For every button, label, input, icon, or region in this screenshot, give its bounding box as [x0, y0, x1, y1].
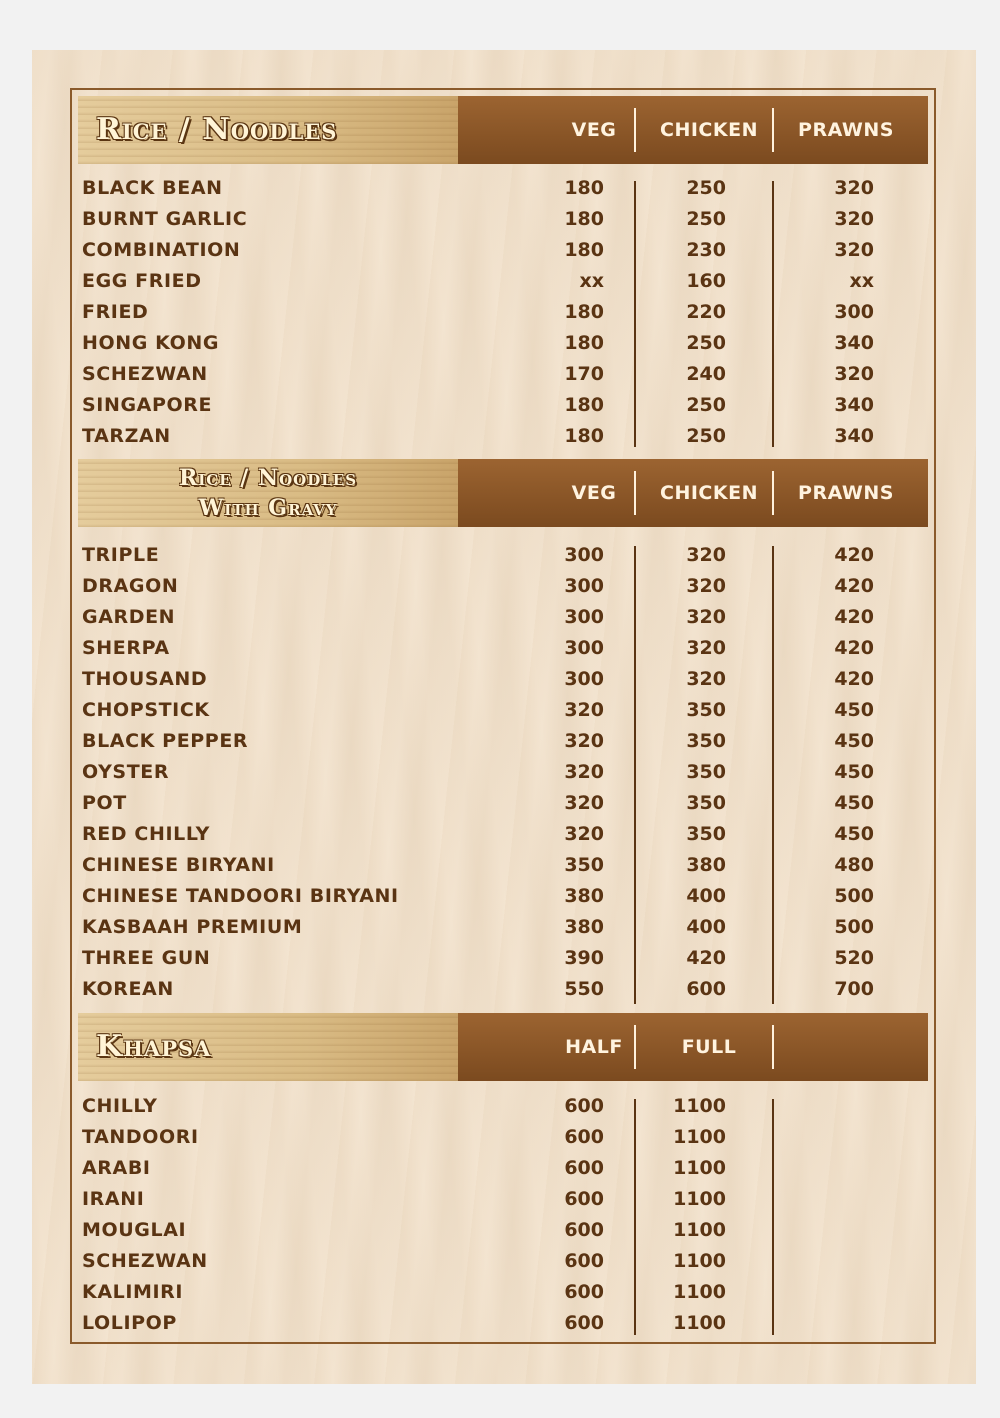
menu-item-row: [78, 297, 928, 328]
column-header-veg: VEG: [571, 119, 617, 141]
price-chicken: 350: [686, 792, 726, 814]
header-divider: [772, 108, 774, 152]
price-chicken: 320: [686, 544, 726, 566]
column-header-veg: VEG: [571, 482, 617, 504]
menu-item-row: [78, 726, 928, 757]
price-prawns: 320: [834, 177, 874, 199]
menu-item-row: [78, 173, 928, 204]
column-header-half: HALF: [565, 1036, 623, 1058]
price-half: 600: [564, 1188, 604, 1210]
menu-item-row: [78, 390, 928, 421]
item-name: GARDEN: [82, 606, 176, 628]
menu-item-row: [78, 1215, 928, 1246]
item-name: EGG FRIED: [82, 270, 202, 292]
item-list: [78, 540, 928, 1005]
price-chicken: 400: [686, 916, 726, 938]
price-full: 1100: [673, 1250, 726, 1272]
section-title: Khapsa: [96, 1029, 212, 1064]
price-veg: 550: [564, 978, 604, 1000]
price-chicken: 250: [686, 208, 726, 230]
header-divider: [634, 1025, 636, 1069]
price-half: 600: [564, 1250, 604, 1272]
price-veg: 180: [564, 208, 604, 230]
item-name: FRIED: [82, 301, 149, 323]
item-name: TRIPLE: [82, 544, 160, 566]
item-name: BURNT GARLIC: [82, 208, 248, 230]
item-name: SCHEZWAN: [82, 1250, 208, 1272]
header-divider: [772, 1025, 774, 1069]
wood-title-plank: [78, 1013, 458, 1081]
price-prawns: 420: [834, 544, 874, 566]
price-chicken: 600: [686, 978, 726, 1000]
column-header-chicken: CHICKEN: [660, 119, 758, 141]
item-name: KALIMIRI: [82, 1281, 184, 1303]
price-chicken: 250: [686, 332, 726, 354]
price-prawns: 300: [834, 301, 874, 323]
section-rice-noodles-gravy: [78, 459, 928, 1005]
menu-item-row: [78, 1122, 928, 1153]
price-chicken: 220: [686, 301, 726, 323]
price-full: 1100: [673, 1312, 726, 1334]
price-chicken: 350: [686, 730, 726, 752]
price-chicken: 350: [686, 823, 726, 845]
item-name: KASBAAH PREMIUM: [82, 916, 303, 938]
price-chicken: 320: [686, 637, 726, 659]
menu-item-row: [78, 974, 928, 1005]
price-half: 600: [564, 1126, 604, 1148]
item-name: IRANI: [82, 1188, 145, 1210]
menu-item-row: [78, 788, 928, 819]
price-prawns: 450: [834, 761, 874, 783]
price-prawns: 520: [834, 947, 874, 969]
price-chicken: 380: [686, 854, 726, 876]
menu-item-row: [78, 633, 928, 664]
section-banner: [78, 96, 928, 164]
item-name: SINGAPORE: [82, 394, 213, 416]
menu-item-row: [78, 359, 928, 390]
price-chicken: 250: [686, 177, 726, 199]
header-divider: [772, 471, 774, 515]
price-veg: 320: [564, 792, 604, 814]
price-prawns: 340: [834, 425, 874, 447]
price-full: 1100: [673, 1157, 726, 1179]
price-veg: 180: [564, 332, 604, 354]
price-veg: 350: [564, 854, 604, 876]
price-prawns: 700: [834, 978, 874, 1000]
price-prawns: 450: [834, 792, 874, 814]
price-half: 600: [564, 1281, 604, 1303]
price-veg: 180: [564, 425, 604, 447]
section-khapsa: [78, 1013, 928, 1339]
price-veg: 180: [564, 394, 604, 416]
header-divider: [634, 471, 636, 515]
price-veg: 170: [564, 363, 604, 385]
item-name: KOREAN: [82, 978, 174, 1000]
menu-item-row: [78, 602, 928, 633]
price-chicken: 350: [686, 761, 726, 783]
price-prawns: 420: [834, 575, 874, 597]
price-veg: 300: [564, 637, 604, 659]
price-prawns: 450: [834, 730, 874, 752]
column-header-chicken: CHICKEN: [660, 482, 758, 504]
item-name: DRAGON: [82, 575, 179, 597]
wood-title-plank: [78, 96, 458, 164]
price-veg: 180: [564, 177, 604, 199]
price-prawns: 500: [834, 916, 874, 938]
item-name: TARZAN: [82, 425, 171, 447]
menu-item-row: [78, 266, 928, 297]
price-veg: 300: [564, 606, 604, 628]
section-title-line1: Rice / Noodles: [178, 465, 358, 491]
section-banner: [78, 1013, 928, 1081]
price-veg: xx: [579, 270, 604, 292]
price-prawns: xx: [849, 270, 874, 292]
menu-item-row: [78, 1091, 928, 1122]
price-chicken: 240: [686, 363, 726, 385]
menu-item-row: [78, 1153, 928, 1184]
item-name: CHINESE TANDOORI BIRYANI: [82, 885, 399, 907]
section-title: [78, 463, 458, 531]
header-divider: [634, 108, 636, 152]
price-chicken: 230: [686, 239, 726, 261]
item-list: [78, 173, 928, 452]
menu-item-row: [78, 1277, 928, 1308]
price-veg: 300: [564, 544, 604, 566]
price-chicken: 250: [686, 394, 726, 416]
price-half: 600: [564, 1157, 604, 1179]
price-veg: 320: [564, 730, 604, 752]
menu-item-row: [78, 235, 928, 266]
menu-item-row: [78, 1308, 928, 1339]
menu-item-row: [78, 695, 928, 726]
price-veg: 180: [564, 301, 604, 323]
price-full: 1100: [673, 1126, 726, 1148]
price-prawns: 420: [834, 606, 874, 628]
price-veg: 380: [564, 885, 604, 907]
price-chicken: 320: [686, 668, 726, 690]
price-veg: 320: [564, 699, 604, 721]
price-full: 1100: [673, 1281, 726, 1303]
section-banner: [78, 459, 928, 527]
price-full: 1100: [673, 1219, 726, 1241]
item-name: ARABI: [82, 1157, 151, 1179]
section-title: Rice / Noodles: [96, 112, 338, 147]
column-header-full: FULL: [681, 1036, 737, 1058]
price-prawns: 320: [834, 239, 874, 261]
price-prawns: 340: [834, 332, 874, 354]
menu-item-row: [78, 943, 928, 974]
price-prawns: 420: [834, 668, 874, 690]
menu-item-row: [78, 421, 928, 452]
price-veg: 300: [564, 668, 604, 690]
price-half: 600: [564, 1219, 604, 1241]
price-chicken: 320: [686, 575, 726, 597]
menu-item-row: [78, 664, 928, 695]
menu-item-row: [78, 1184, 928, 1215]
menu-item-row: [78, 819, 928, 850]
price-veg: 380: [564, 916, 604, 938]
menu-item-row: [78, 757, 928, 788]
column-header-prawns: PRAWNS: [798, 482, 894, 504]
menu-item-row: [78, 328, 928, 359]
item-name: BLACK PEPPER: [82, 730, 249, 752]
wood-title-plank: [78, 459, 458, 527]
price-prawns: 480: [834, 854, 874, 876]
item-name: THREE GUN: [82, 947, 211, 969]
price-chicken: 350: [686, 699, 726, 721]
item-name: COMBINATION: [82, 239, 241, 261]
item-name: MOUGLAI: [82, 1219, 187, 1241]
item-name: HONG KONG: [82, 332, 220, 354]
menu-item-row: [78, 540, 928, 571]
column-header-prawns: PRAWNS: [798, 119, 894, 141]
price-veg: 300: [564, 575, 604, 597]
price-prawns: 500: [834, 885, 874, 907]
price-chicken: 250: [686, 425, 726, 447]
price-full: 1100: [673, 1188, 726, 1210]
menu-item-row: [78, 850, 928, 881]
item-name: TANDOORI: [82, 1126, 199, 1148]
price-half: 600: [564, 1312, 604, 1334]
menu-sheet: [32, 50, 976, 1384]
price-prawns: 420: [834, 637, 874, 659]
item-name: THOUSAND: [82, 668, 208, 690]
item-name: CHINESE BIRYANI: [82, 854, 275, 876]
item-name: POT: [82, 792, 127, 814]
item-name: SCHEZWAN: [82, 363, 208, 385]
price-prawns: 450: [834, 823, 874, 845]
price-prawns: 320: [834, 208, 874, 230]
item-name: CHOPSTICK: [82, 699, 210, 721]
section-title-line2: With Gravy: [198, 495, 338, 521]
item-name: SHERPA: [82, 637, 170, 659]
price-prawns: 450: [834, 699, 874, 721]
price-chicken: 420: [686, 947, 726, 969]
menu-item-row: [78, 912, 928, 943]
price-chicken: 320: [686, 606, 726, 628]
item-list: [78, 1091, 928, 1339]
menu-item-row: [78, 881, 928, 912]
price-chicken: 160: [686, 270, 726, 292]
item-name: OYSTER: [82, 761, 170, 783]
menu-item-row: [78, 1246, 928, 1277]
price-half: 600: [564, 1095, 604, 1117]
price-veg: 180: [564, 239, 604, 261]
price-veg: 320: [564, 761, 604, 783]
menu-item-row: [78, 204, 928, 235]
price-veg: 320: [564, 823, 604, 845]
section-rice-noodles: [78, 96, 928, 452]
price-prawns: 340: [834, 394, 874, 416]
price-chicken: 400: [686, 885, 726, 907]
price-veg: 390: [564, 947, 604, 969]
item-name: CHILLY: [82, 1095, 158, 1117]
price-full: 1100: [673, 1095, 726, 1117]
item-name: LOLIPOP: [82, 1312, 177, 1334]
item-name: RED CHILLY: [82, 823, 210, 845]
price-prawns: 320: [834, 363, 874, 385]
item-name: BLACK BEAN: [82, 177, 223, 199]
menu-item-row: [78, 571, 928, 602]
